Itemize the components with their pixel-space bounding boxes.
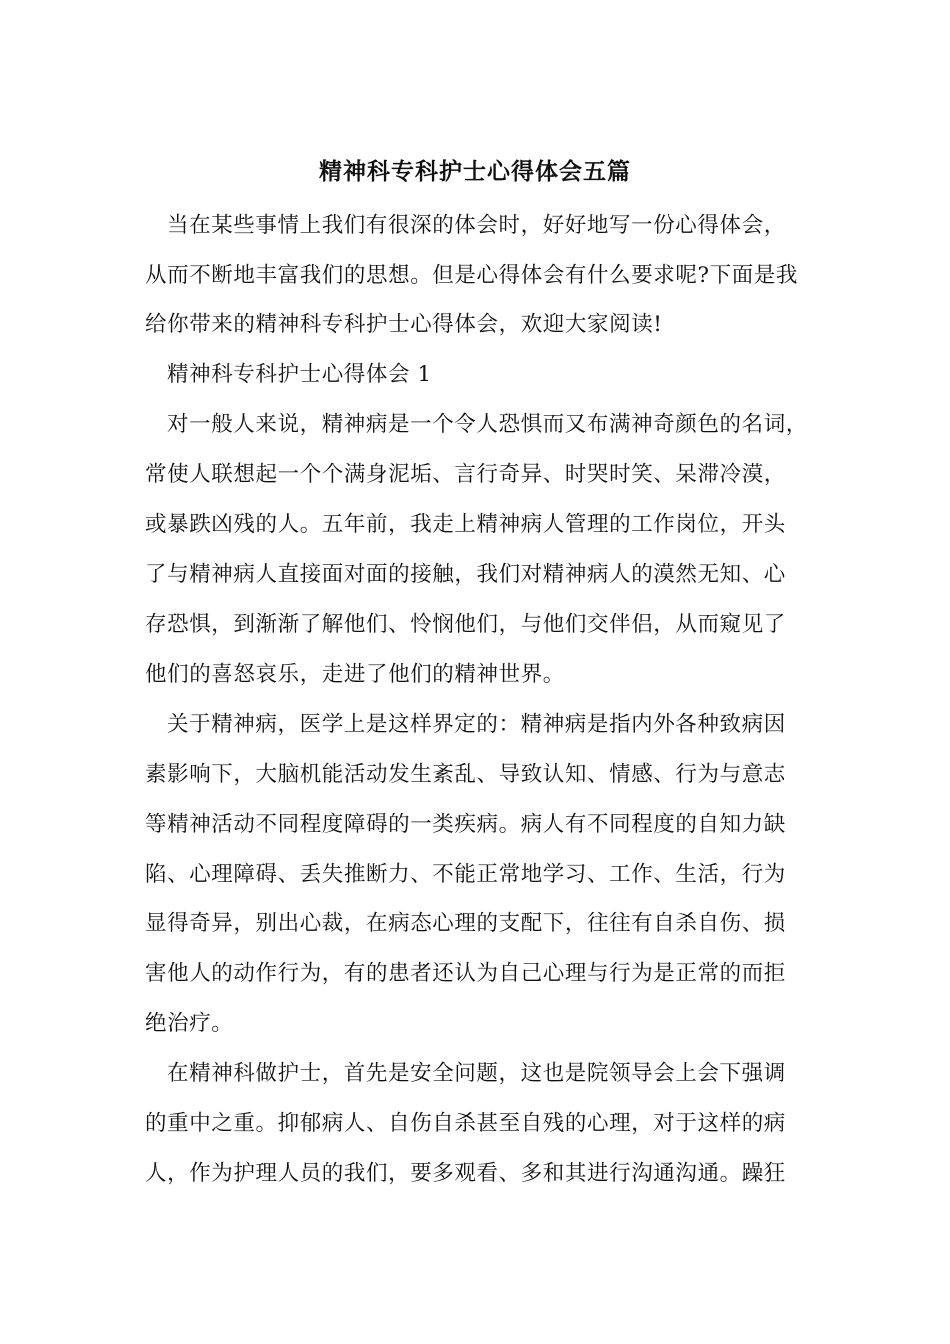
paragraph-line: 陷、心理障碍、丢失推断力、不能正常地学习、工作、生活，行为 [145, 862, 786, 887]
paragraph-line: 他们的喜怒哀乐，走进了他们的精神世界。 [145, 662, 565, 687]
paragraph-line: 从而不断地丰富我们的思想。但是心得体会有什么要求呢?下面是我 [145, 263, 799, 288]
paragraph-line: 的重中之重。抑郁病人、自伤自杀甚至自残的心理，对于这样的病 [145, 1111, 786, 1136]
paragraph-line: 素影响下，大脑机能活动发生紊乱、导致认知、情感、行为与意志 [145, 762, 786, 787]
document-title: 精神科专科护士心得体会五篇 [319, 159, 631, 185]
paragraph-line: 当在某些事情上我们有很深的体会时，好好地写一份心得体会， [167, 213, 786, 238]
paragraph-line: 对一般人来说，精神病是一个令人恐惧而又布满神奇颜色的名词， [167, 412, 808, 437]
paragraph-line: 关于精神病，医学上是这样界定的：精神病是指内外各种致病因 [167, 712, 786, 737]
paragraph-line: 常使人联想起一个个满身泥垢、言行奇异、时哭时笑、呆滞冷漠， [145, 462, 786, 487]
paragraph-line: 害他人的动作行为，有的患者还认为自己心理与行为是正常的而拒 [145, 961, 786, 986]
paragraph-line: 人，作为护理人员的我们，要多观看、多和其进行沟通沟通。躁狂 [145, 1161, 786, 1186]
paragraph-line: 绝治疗。 [145, 1011, 234, 1036]
section-heading: 精神科专科护士心得体会 1 [167, 362, 432, 387]
paragraph-line: 了与精神病人直接面对面的接触，我们对精神病人的漠然无知、心 [145, 562, 786, 587]
paragraph-line: 在精神科做护士，首先是安全问题，这也是院领导会上会下强调 [167, 1061, 786, 1086]
paragraph-line: 显得奇异，别出心裁，在病态心理的支配下，往往有自杀自伤、损 [145, 911, 786, 936]
paragraph-line: 给你带来的精神科专科护士心得体会，欢迎大家阅读! [145, 312, 663, 337]
paragraph-line: 或暴跌凶残的人。五年前，我走上精神病人管理的工作岗位，开头 [145, 512, 786, 537]
paragraph-line: 等精神活动不同程度障碍的一类疾病。病人有不同程度的自知力缺 [145, 812, 786, 837]
paragraph-line: 存恐惧，到渐渐了解他们、怜悯他们，与他们交伴侣，从而窥见了 [145, 612, 786, 637]
